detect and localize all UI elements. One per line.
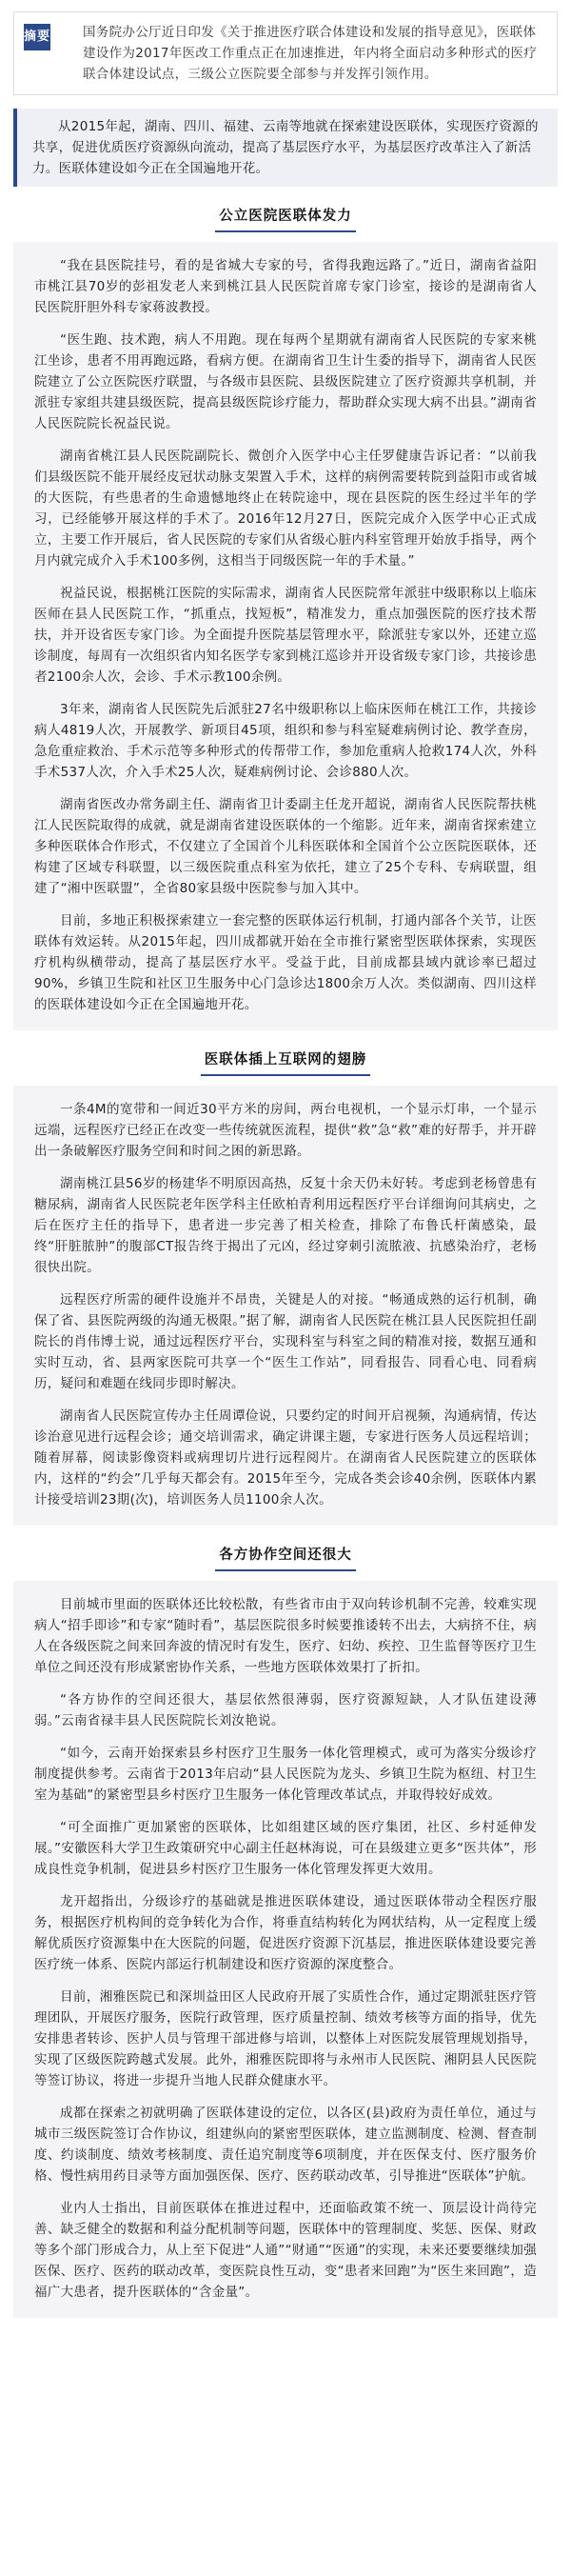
section-heading: 各方协作空间还很大 [215,1543,356,1571]
paragraph: 目前，多地正积极探索建立一套完整的医联体运行机制，打通内部各个关节，让医联体有效运转。从2015年起，四川成都就开始在全市推行紧密型医联体探索，实现医疗机构纵横带动，提高了基层医疗水平。受益于此，目前成都县域内就诊率已超过90%，乡镇卫生院和社区卫生服务中心门急诊达1800余万人次。类似湖南、四川这样的医联体建设如今正在全国遍地开花。 [34,913,537,1012]
paragraph: 远程医疗所需的硬件设施并不昂贵，关键是人的对接。“畅通成熟的运行机制，确保了省、县医院两级的沟通无极限。”据了解，湖南省人民医院在桃江县人民医院担任副院长的肖伟博士说，通过远程医疗平台，实现科室与科室之间的精准对接，数据互通和实时互动，省、县两家医院可共享一个“医生工作站”，同看报告、同看心电、同看病历，疑问和难题在线同步即时解决。 [34,1292,537,1391]
paragraph: “可全面推广更加紧密的医联体，比如组建区域的医疗集团，社区、乡村延伸发展。”安徽医科大学卫生政策研究中心副主任赵林海说，可在县级建立更多“医共体”，形成良性竞争机制，促进县乡村医疗卫生服务一体化管理发挥更大效用。 [34,1820,537,1877]
section-heading: 公立医院医联体发力 [215,204,356,232]
abstract-text: 国务院办公厅近日印发《关于推进医疗联合体建设和发展的指导意见》，医联体建设作为2017年医改工作重点正在加速推进，年内将全面启动多种形式的医疗联合体建设试点，三级公立医院要全部参与并发挥引领作用。 [83,25,538,82]
paragraph: 目前城市里面的医联体还比较松散，有些省市由于双向转诊机制不完善，较难实现病人“招手即诊”和专家“随时看”，基层医院很多时候要推诿转不出去，大病挤不住，病人在各级医院之间来回奔波的情况时有发生，医疗、妇幼、疾控、卫生监督等医疗卫生单位之间还没有形成紧密协作关系，一些地方医联体效果打了折扣。 [34,1597,537,1675]
paragraph: “医生跑、技术跑，病人不用跑。现在每两个星期就有湖南省人民医院的专家来桃江坐诊，患者不用再跑远路，看病方便。在湖南省卫生计生委的指导下，湖南省人民医院建立了公立医院医疗联盟，与各级市县医院、县级医院建立了医疗资源共享机制，并派驻专家组共建县级医院，提高县级医院诊疗能力，帮助群众实现大病不出县。”湖南省人民医院院长祝益民说。 [34,332,537,431]
section-body [13,1581,558,2318]
paragraph: 一条4M的宽带和一间近30平方米的房间，两台电视机，一个显示灯串，一个显示远端，远程医疗已经正在改变一些传统就医流程，提供“救”急“救”难的好帮手，并开辟出一条破解医疗服务空间和时间之困的新思路。 [34,1102,537,1159]
paragraph: “各方协作的空间还很大，基层依然很薄弱，医疗资源短缺，人才队伍建设薄弱。”云南省禄丰县人民医院院长刘汝艳说。 [34,1692,537,1728]
section-heading-wrap [0,1048,571,1076]
section-heading-wrap [0,204,571,232]
paragraph: 湖南省医改办常务副主任、湖南省卫计委副主任龙开超说，湖南省人民医院帮扶桃江人民医院取得的成就，就是湖南省建设医联体的一个缩影。近年来，湖南省探索建立多种医联体合作形式，不仅建立了全国首个儿科医联体和全国首个公立医院医联体，还构建了区域专科联盟，以三级医院重点科室为依托，建立了25个专科、专病联盟，组建了“湘中医联盟”，全省80家县级中医院参与加入其中。 [34,797,537,896]
paragraph: 祝益民说，根据桃江医院的实际需求，湖南省人民医院常年派驻中级职称以上临床医师在县人民医院工作，“抓重点，找短板”，精准发力，重点加强医院的医疗技术帮扶，并开设省医专家门诊。为全面提升医院基层管理水平，除派驻专家以外，还建立巡诊制度，每周有一次组织省内知名医学专家到桃江巡诊并开设省级专家门诊，共接诊患者2100余人次，会诊、手术示教100余例。 [34,586,537,685]
abstract-box [13,11,558,95]
section-heading: 医联体插上互联网的翅膀 [201,1048,371,1076]
paragraph: 业内人士指出，目前医联体在推进过程中，还面临政策不统一、顶层设计尚待完善、缺乏健全的数据和利益分配机制等问题，医联体中的管理制度、奖惩、医保、财政等多个部门形成合力，从上至下促进“人通”“财通”“医通”的实现，未来还要要继续加强医保、医疗、医药的联动改革，变医院良性互动，变“患者来回跑”为“医生来回跑”，造福广大患者，提升医联体的“含金量”。 [34,2201,537,2300]
paragraph: 龙开超指出，分级诊疗的基础就是推进医联体建设，通过医联体带动全程医疗服务，根据医疗机构间的竞争转化为合作，将垂直结构转化为网状结构，从一定程度上缓解优质医疗资源集中在大医院的问题，促进医疗资源下沉基层，推进医联体建设要完善医疗统一体系、医院内部运行机制建设和医疗资源的深度整合。 [34,1894,537,1972]
lead-quote: 从2015年起，湖南、四川、福建、云南等地就在探索建设医联体，实现医疗资源的共享，促进优质医疗资源纵向流动，提高了基层医疗水平，为基层医疗改革注入了新活力。医联体建设如今正在全国遍地开花。 [13,109,558,187]
paragraph: 湖南省桃江县人民医院副院长、微创介入医学中心主任罗健康告诉记者：“以前我们县级医院不能开展经皮冠状动脉支架置入手术，这样的病例需要转院到益阳市或省城的大医院，有些患者的生命遗憾地终止在转院途中，现在县医院的医生经过半年的学习，已经能够开展这样的手术了。2016年12月27日，医院完成介入医学中心正式成立，主要工作开展后，省人民医院的专家们从省级心脏内科室管理开始放手指导，两个月内就完成介入手术100多例，这相当于同级医院一年的手术量。” [34,449,537,569]
paragraph: 湖南桃江县56岁的杨建华不明原因高热，反复十余天仍未好转。考虑到老杨曾患有糖尿病，湖南省人民医院老年医学科主任欧柏青利用远程医疗平台详细询问其病史，之后在医疗主任的指导下，患者进一步完善了相关检查，排除了布鲁氏杆菌感染，最终“肝脏脓肿”的腹部CT报告终于揭出了元凶，经过穿刺引流脓液、抗感染治疗，老杨很快出院。 [34,1176,537,1275]
abstract-tag: 摘要 [24,24,50,50]
paragraph: 湖南省人民医院宣传办主任周谭俭说，只要约定的时间开启视频，沟通病情，传达诊治意见进行远程会诊；通交培训需求，确定讲课主题，专家进行医务人员远程培训；随着屏幕，阅读影像资料或病理切片进行远程阅片。在湖南省人民医院建立的医联体内，这样的“约会”几乎每天都会有。2015年至今，完成各类会诊40余例，医联体内累计接受培训23期(次)，培训医务人员1100余人次。 [34,1408,537,1508]
paragraph: 3年来，湖南省人民医院先后派驻27名中级职称以上临床医师在桃江工作，共接诊病人4819人次，开展教学、新项目45项，组织和参与科室疑难病例讨论、教学查房，急危重症救治、手术示范等多种形式的传帮带工作，参加危重病人抢救174人次，外科手术537人次，介入手术25人次，疑难病例讨论、会诊880人次。 [34,702,537,780]
paragraph: “我在县医院挂号，看的是省城大专家的号，省得我跑远路了。”近日，湖南省益阳市桃江县70岁的彭祖发老人来到桃江县人民医院首席专家门诊室，接诊的是湖南省人民医院肝胆外科专家蒋波教授。 [34,258,537,315]
section-body [13,1086,558,1526]
section-body [13,242,558,1030]
paragraph: “如今，云南开始探索县乡村医疗卫生服务一体化管理模式，或可为落实分级诊疗制度提供参考。云南省于2013年启动“县人民医院为龙头、乡镇卫生院为枢纽、村卫生室为基础”的紧密型县乡村医疗卫生服务一体化管理改革试点，并取得较好成效。 [34,1746,537,1803]
section-heading-wrap [0,1543,571,1571]
paragraph: 成都在探索之初就明确了医联体建设的定位，以各区(县)政府为责任单位，通过与城市三级医院签订合作协议，组建纵向的紧密型医联体，建立监测制度、检测、督查制度、约谈制度、绩效考核制度、责任追究制度等6项制度，并在医保支付、医疗服务价格、慢性病用药目录等方面加强医保、医疗、医药联动改革，引导推进“医联体”护航。 [34,2106,537,2184]
paragraph: 目前，湘雅医院已和深圳益田区人民政府开展了实质性合作，通过定期派驻医疗管理团队，开展医疗服务，医院行政管理，医疗质量控制、绩效考核等方面的指导，优先安排患者转诊、医护人员与管理干部进修与培训，以整体上对医院发展管理规划指导，实现了区级医院跨越式发展。此外，湘雅医院即将与永州市人民医院、湘阴县人民医院等签订协议，将进一步提升当地人民群众健康水平。 [34,1989,537,2088]
